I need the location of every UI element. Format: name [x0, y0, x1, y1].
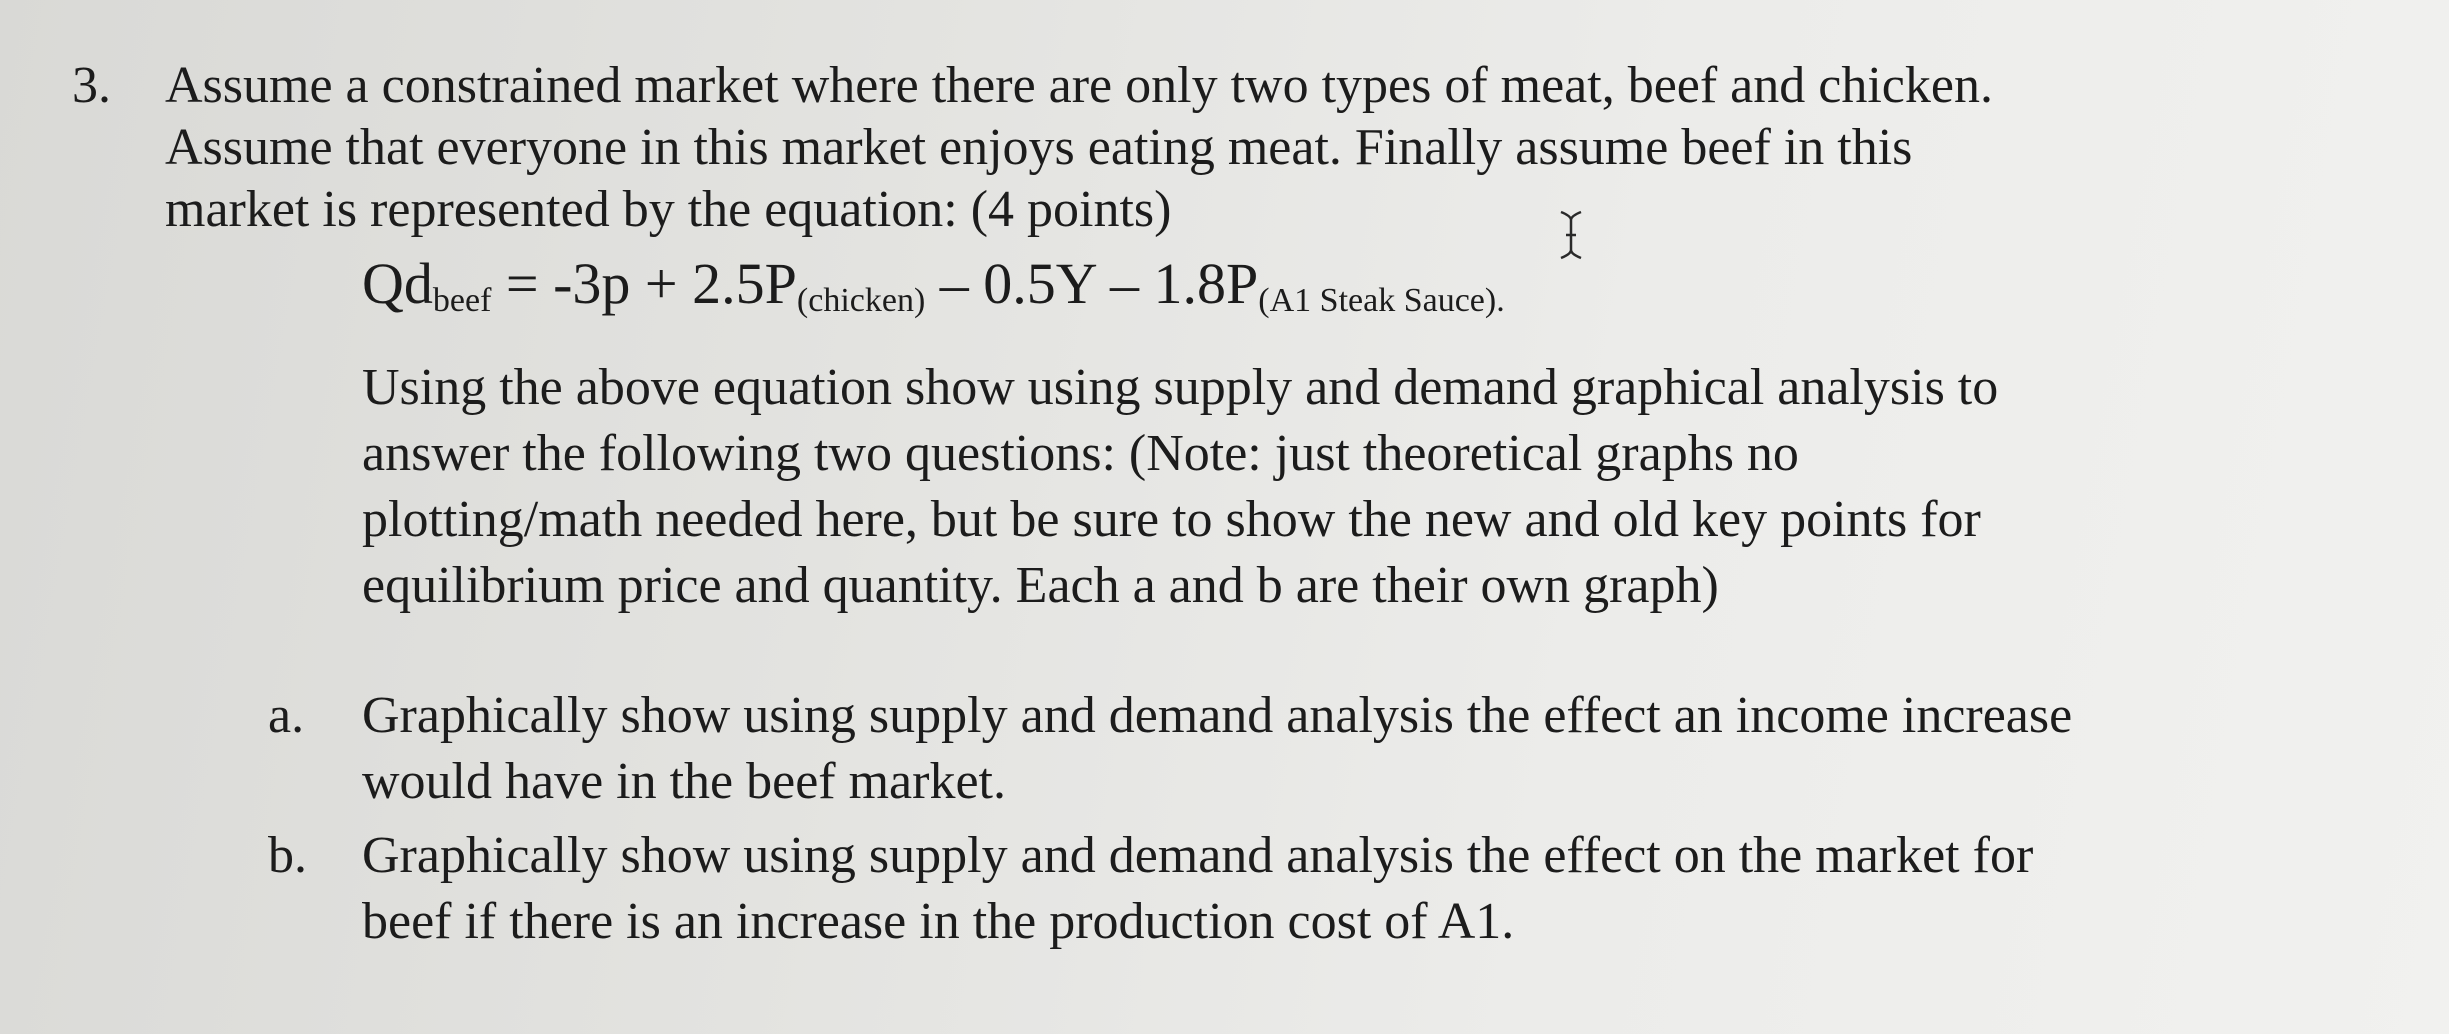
text-cursor-icon [1558, 210, 1584, 260]
equation-subscript-steak-sauce: (A1 Steak Sauce). [1258, 282, 1505, 319]
instruction-line-3: plotting/math needed here, but be sure to show the new and old key points for [362, 491, 1981, 548]
equation-part-2: – 0.5Y – 1.8P [925, 251, 1259, 316]
instruction-line-2: answer the following two questions: (Note: just theoretical graphs no [362, 425, 1799, 482]
subquestion-a-label: a. [268, 687, 305, 744]
subquestion-b-line-2: beef if there is an increase in the production cost of A1. [362, 893, 1515, 950]
subquestion-b-line-1: Graphically show using supply and demand analysis the effect on the market for [362, 827, 2034, 884]
subquestion-a-line-2: would have in the beef market. [362, 753, 1006, 810]
equation-part-1: = -3p + 2.5P [491, 251, 797, 316]
question-line-1: Assume a constrained market where there are only two types of meat, beef and chicken. [165, 57, 1993, 114]
question-number: 3. [72, 57, 111, 114]
equation-qd-subscript: beef [432, 282, 492, 319]
equation-qd: Qd [362, 251, 433, 316]
equation-subscript-chicken: (chicken) [796, 282, 926, 319]
demand-equation [362, 250, 1505, 317]
question-line-2: Assume that everyone in this market enjoys eating meat. Finally assume beef in this [165, 119, 1913, 176]
instruction-line-1: Using the above equation show using supply and demand graphical analysis to [362, 359, 1999, 416]
subquestion-b-label: b. [268, 827, 307, 884]
subquestion-a-line-1: Graphically show using supply and demand analysis the effect an income increase [362, 687, 2073, 744]
instruction-line-4: equilibrium price and quantity. Each a and b are their own graph) [362, 557, 1719, 614]
question-line-3: market is represented by the equation: (4 points) [165, 181, 1172, 238]
